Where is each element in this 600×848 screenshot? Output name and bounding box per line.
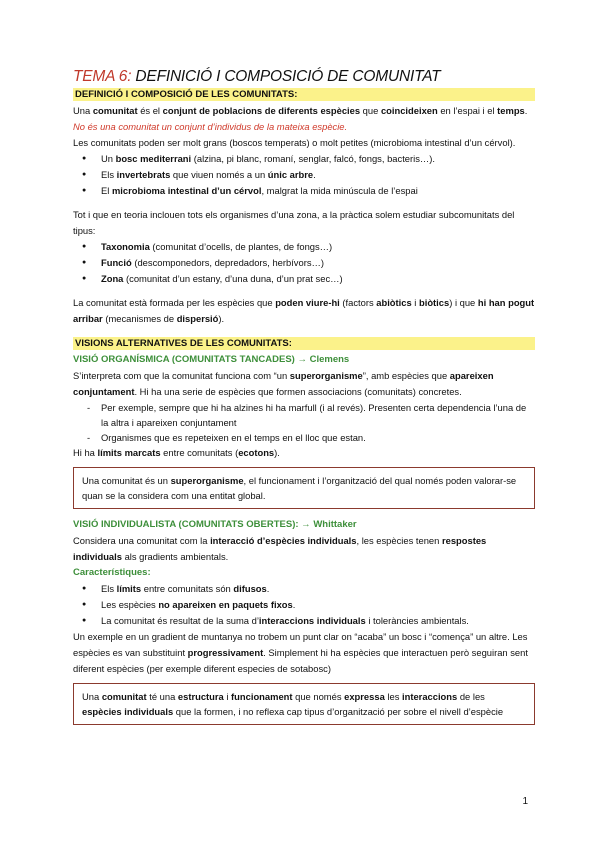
paragraph-formation: La comunitat està formada per les espècies que poden viure-hi (factors abiòtics i biòtics) i que hi han pogut arribar (mecanismes de dispersió). [73,297,535,324]
paragraph-limits: Hi ha límits marcats entre comunitats (ecotons). [73,447,280,458]
paragraph-gradient-example: Un exemple en un gradient de muntanya no trobem un punt clar on “acaba” un bosc i “comença” un altre. Les espècies es van substituint progressivament. Simplement hi ha espècies que interactuen però seguiran sent diferent espècies (per exemple diferent especies de sotabosc) [73,631,528,674]
page-title [73,68,535,86]
examples-list [73,151,535,199]
subheading-organismic: VISIÓ ORGANÍSMICA (COMUNITATS TANCADES) → Clemens [73,354,350,365]
list-item: - Per exemple, sempre que hi ha alzines hi ha marfull (i al revés). Presenten certa dependencia l’una de la altra i apareixen conjuntament [101,400,535,430]
list-item: ● La comunitat és resultat de la suma d’interaccions individuals i toleràncies ambientals. [101,613,535,629]
list-item: ● El microbioma intestinal d’un cérvol, malgrat la mida minúscula de l’espai [101,183,535,199]
subheading-individualist: VISIÓ INDIVIDUALISTA (COMUNITATS OBERTES): → Whittaker [73,519,357,530]
paragraph-definition: Una comunitat és el conjunt de poblacions de diferents espècies que coincideixen en l’espai i el temps. No és una comunitat un conjunt d’individus de la mateixa espècie. [73,105,528,132]
subheading-characteristics: Característiques: [73,567,151,578]
document-page [73,68,535,733]
paragraph-subcommunities: Tot i que en teoria inclouen tots els organismes d’una zona, a la pràctica solem estudiar subcomunitats del tipus: [73,209,515,236]
list-item: ● Funció (descomponedors, depredadors, herbívors…) [101,255,535,271]
subcommunity-list [73,239,535,287]
paragraph-size: Les comunitats poden ser molt grans (boscos temperats) o molt petites (microbioma intestinal d’un cérvol). [73,137,516,148]
list-item: ● Un bosc mediterrani (alzina, pi blanc, romaní, senglar, falcó, fongs, bacteris…). [101,151,535,167]
list-item: - Organismes que es repeteixen en el temps en el lloc que estan. [101,430,535,445]
list-item: ● Taxonomia (comunitat d’ocells, de plantes, de fongs…) [101,239,535,255]
list-item: ● Les espècies no apareixen en paquets fixos. [101,597,535,613]
paragraph-individualist: Considera una comunitat com la interacció d’espècies individuals, les espècies tenen respostes individuals als gradients ambientals. [73,535,487,562]
organismic-dash-list [73,400,535,445]
section-heading-definition: DEFINICIÓ I COMPOSICIÓ DE LES COMUNITATS: [73,88,535,101]
list-item: ● Els límits entre comunitats són difusos. [101,581,535,597]
list-item: ● Zona (comunitat d’un estany, d’una duna, d’un prat sec…) [101,271,535,287]
title-text: DEFINICIÓ I COMPOSICIÓ DE COMUNITAT [131,68,441,85]
section-heading-visions: VISIONS ALTERNATIVES DE LES COMUNITATS: [73,337,535,350]
note-red: No és una comunitat un conjunt d’individus de la mateixa espècie. [73,121,348,132]
summary-box-organismic: Una comunitat és un superorganisme, el funcionament i l’organització del qual només poden valorar-se quan se la considera com una entitat global. [73,467,535,509]
paragraph-organismic: S’interpreta com que la comunitat funciona com “un superorganisme”, amb espècies que apareixen conjuntament. Hi ha una serie de espècies que formen associacions (comunitats) concretes. [73,370,494,397]
title-number: TEMA 6: [73,68,132,85]
page-number: 1 [522,796,528,807]
list-item: ● Els invertebrats que viuen només a un únic arbre. [101,167,535,183]
characteristics-list [73,581,535,629]
summary-box-individualist: Una comunitat té una estructura i funcionament que només expressa les interaccions de les espècies individuals que la formen, i no reflexa cap tipus d’organització per sobre el nivell d’espècie [73,683,535,725]
